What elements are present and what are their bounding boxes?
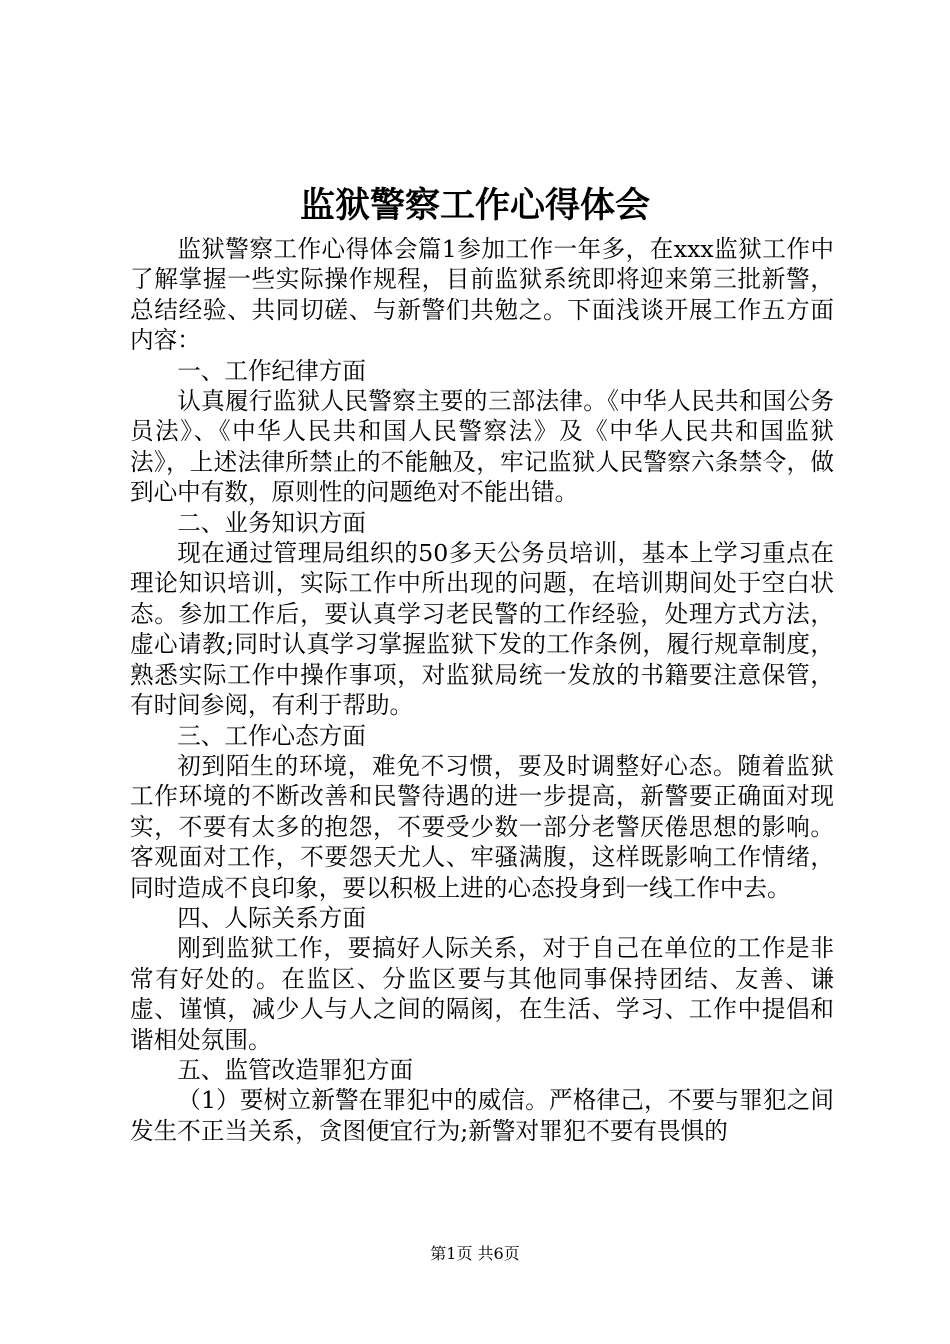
section-heading-4: 四、人际关系方面: [177, 903, 366, 932]
section-heading-1: 一、工作纪律方面: [177, 356, 366, 385]
paragraph-supervision: （1）要树立新警在罪犯中的威信。严格律己，不要与罪犯之间发生不正当关系，贪图便宜行为;新警对罪犯不要有畏惧的: [130, 1086, 834, 1145]
document-title: 监狱警察工作心得体会: [299, 186, 650, 226]
section-heading-5: 五、监管改造罪犯方面: [177, 1055, 414, 1084]
document-body: [130, 234, 834, 1146]
page-footer: 第1页 共6页: [430, 1244, 520, 1263]
paragraph-discipline: 认真履行监狱人民警察主要的三部法律。《中华人民共和国公务员法》、《中华人民共和国人民警察法》及《中华人民共和国监狱法》，上述法律所禁止的不能触及，牢记监狱人民警察六条禁令，做到心中有数，原则性的问题绝对不能出错。: [130, 387, 834, 507]
paragraph-relations: 刚到监狱工作，要搞好人际关系，对于自己在单位的工作是非常有好处的。在监区、分监区要与其他同事保持团结、友善、谦虚、谨慎，减少人与人之间的隔阂，在生活、学习、工作中提倡和谐相处氛围。: [130, 934, 834, 1054]
paragraph-mindset: 初到陌生的环境，难免不习惯，要及时调整好心态。随着监狱工作环境的不断改善和民警待遇的进一步提高，新警要正确面对现实，不要有太多的抱怨，不要受少数一部分老警厌倦思想的影响。客观面对工作，不要怨天尤人、牢骚满腹，这样既影响工作情绪，同时造成不良印象，要以积极上进的心态投身到一线工作中去。: [130, 751, 834, 902]
paragraph-knowledge: 现在通过管理局组织的50多天公务员培训，基本上学习重点在理论知识培训，实际工作中所出现的问题，在培训期间处于空白状态。参加工作后，要认真学习老民警的工作经验，处理方式方法，虚心请教;同时认真学习掌握监狱下发的工作条例，履行规章制度，熟悉实际工作中操作事项，对监狱局统一发放的书籍要注意保管，有时间参阅，有利于帮助。: [130, 539, 834, 720]
section-heading-2: 二、业务知识方面: [177, 508, 366, 537]
section-heading-3: 三、工作心态方面: [177, 721, 366, 750]
paragraph-intro: 监狱警察工作心得体会篇1参加工作一年多，在xxx监狱工作中了解掌握一些实际操作规程，目前监狱系统即将迎来第三批新警，总结经验、共同切磋、与新警们共勉之。下面浅谈开展工作五方面内容：: [130, 235, 834, 355]
